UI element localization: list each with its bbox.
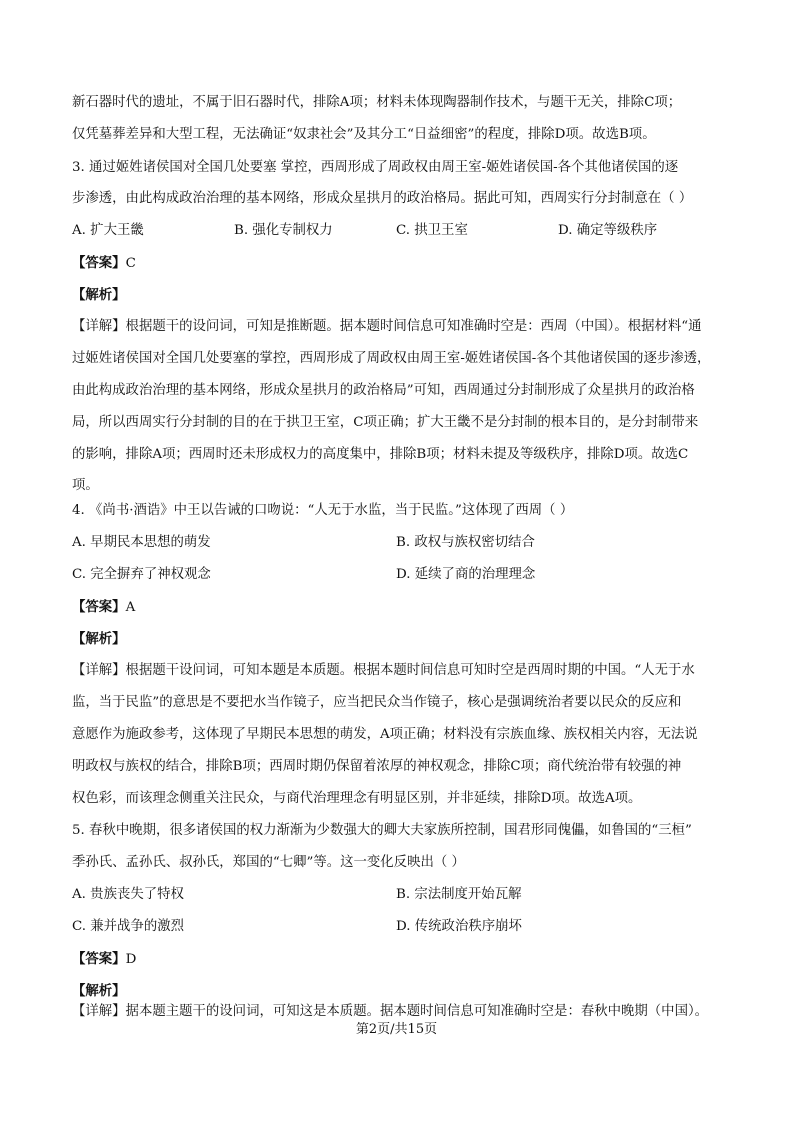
analysis-text: 【详解】据本题主题干的设问词，可知这是本质题。据本题时间信息可知准确时空是：春秋中晚期（中国）。 — [72, 1004, 709, 1019]
analysis-text: 监，当于民监”的意思是不要把水当作镜子，应当把民众当作镜子，核心是强调统治者要以民众的反应和 — [72, 695, 682, 710]
answer-line — [72, 254, 136, 273]
question-4-options — [72, 534, 732, 552]
question-5-stem: 5. 春秋中晚期，很多诸侯国的权力渐渐为少数强大的卿大夫家族所控制，国君形同傀儡，如鲁国的“三桓” — [72, 823, 692, 838]
analysis-label: 【解析】 — [72, 287, 126, 303]
question-4-options — [72, 566, 732, 584]
analysis-text: 项。 — [72, 478, 99, 493]
text-line: 仅凭墓葬差异和大型工程，无法确证“奴隶社会”及其分工“日益细密”的程度，排除D项。故选B项。 — [72, 127, 656, 142]
option-d: D. 传统政治秩序崩坏 — [396, 919, 522, 934]
option-b: B. 宗法制度开始瓦解 — [396, 887, 522, 902]
analysis-text: 过姬姓诸侯国对全国几处要塞的掌控，西周形成了周政权由周王室-姬姓诸侯国-各个其他诸侯国的逐步渗透， — [72, 351, 711, 366]
analysis-text: 权色彩，而该理念侧重关注民众，与商代治理理念有明显区别，并非延续，排除D项。故选A项。 — [72, 791, 642, 806]
option-d: D. 确定等级秩序 — [558, 223, 658, 238]
analysis-text: 意愿作为施政参考，这体现了早期民本思想的萌发，A项正确；材料没有宗族血缘、族权相关内容，无法说 — [72, 727, 698, 742]
analysis-label: 【解析】 — [72, 631, 126, 647]
option-c: C. 拱卫王室 — [396, 223, 468, 238]
option-b: B. 强化专制权力 — [234, 223, 333, 238]
question-4-stem: 4. 《尚书·酒诰》中王以告诫的口吻说：“人无于水监，当于民监。”这体现了西周（ ） — [72, 503, 574, 518]
question-5-options — [72, 886, 732, 904]
option-a: A. 早期民本思想的萌发 — [72, 535, 211, 550]
page-footer: 第2页/共15页 — [355, 1022, 438, 1037]
answer-label: 【答案】 — [72, 599, 126, 615]
answer-value: D — [125, 952, 137, 967]
analysis-label: 【解析】 — [72, 983, 126, 999]
option-c: C. 完全摒弃了神权观念 — [72, 567, 211, 582]
answer-line — [72, 598, 135, 617]
answer-label: 【答案】 — [72, 951, 126, 967]
question-5-stem: 季孙氏、孟孙氏、叔孙氏，郑国的“七卿”等。这一变化反映出（ ） — [72, 855, 465, 870]
analysis-text: 局，所以西周实行分封制的目的在于拱卫王室，C项正确；扩大王畿不是分封制的根本目的，是分封制带来 — [72, 415, 699, 430]
answer-line — [72, 950, 136, 969]
analysis-text: 【详解】根据题干的设问词，可知是推断题。据本题时间信息可知准确时空是：西周（中国）。根据材料“通 — [72, 319, 702, 334]
option-a: A. 贵族丧失了特权 — [72, 887, 184, 902]
option-d: D. 延续了商的治理理念 — [396, 567, 536, 582]
option-a: A. 扩大王畿 — [72, 223, 144, 238]
question-3-stem: 步渗透，由此构成政治治理的基本网络，形成众星拱月的政治格局。据此可知，西周实行分封制意在（ ） — [72, 191, 693, 206]
analysis-text: 的影响，排除A项；西周时还未形成权力的高度集中，排除B项；材料未提及等级秩序，排除D项。故选C — [72, 447, 689, 462]
question-3-stem: 3. 通过姬姓诸侯国对全国几处要塞 掌控，西周形成了周政权由周王室-姬姓诸侯国-各个其他诸侯国的逐 — [72, 160, 679, 175]
option-c: C. 兼并战争的激烈 — [72, 919, 185, 934]
analysis-text: 【详解】根据题干设问词，可知本题是本质题。根据本题时间信息可知时空是西周时期的中国。“人无于水 — [72, 663, 695, 678]
question-5-options — [72, 918, 732, 936]
answer-value: A — [125, 600, 136, 615]
answer-value: C — [125, 256, 136, 271]
analysis-text: 由此构成政治治理的基本网络，形成众星拱月的政治格局”可知，西周通过分封制形成了众星拱月的政治格 — [72, 383, 695, 398]
analysis-text: 明政权与族权的结合，排除B项；西周时期仍保留着浓厚的神权观念，排除C项；商代统治带有较强的神 — [72, 759, 682, 774]
option-b: B. 政权与族权密切结合 — [396, 535, 535, 550]
text-line: 新石器时代的遗址，不属于旧石器时代，排除A项；材料未体现陶器制作技术，与题干无关，排除C项； — [72, 95, 682, 110]
question-3-options — [72, 222, 732, 240]
answer-label: 【答案】 — [72, 255, 126, 271]
